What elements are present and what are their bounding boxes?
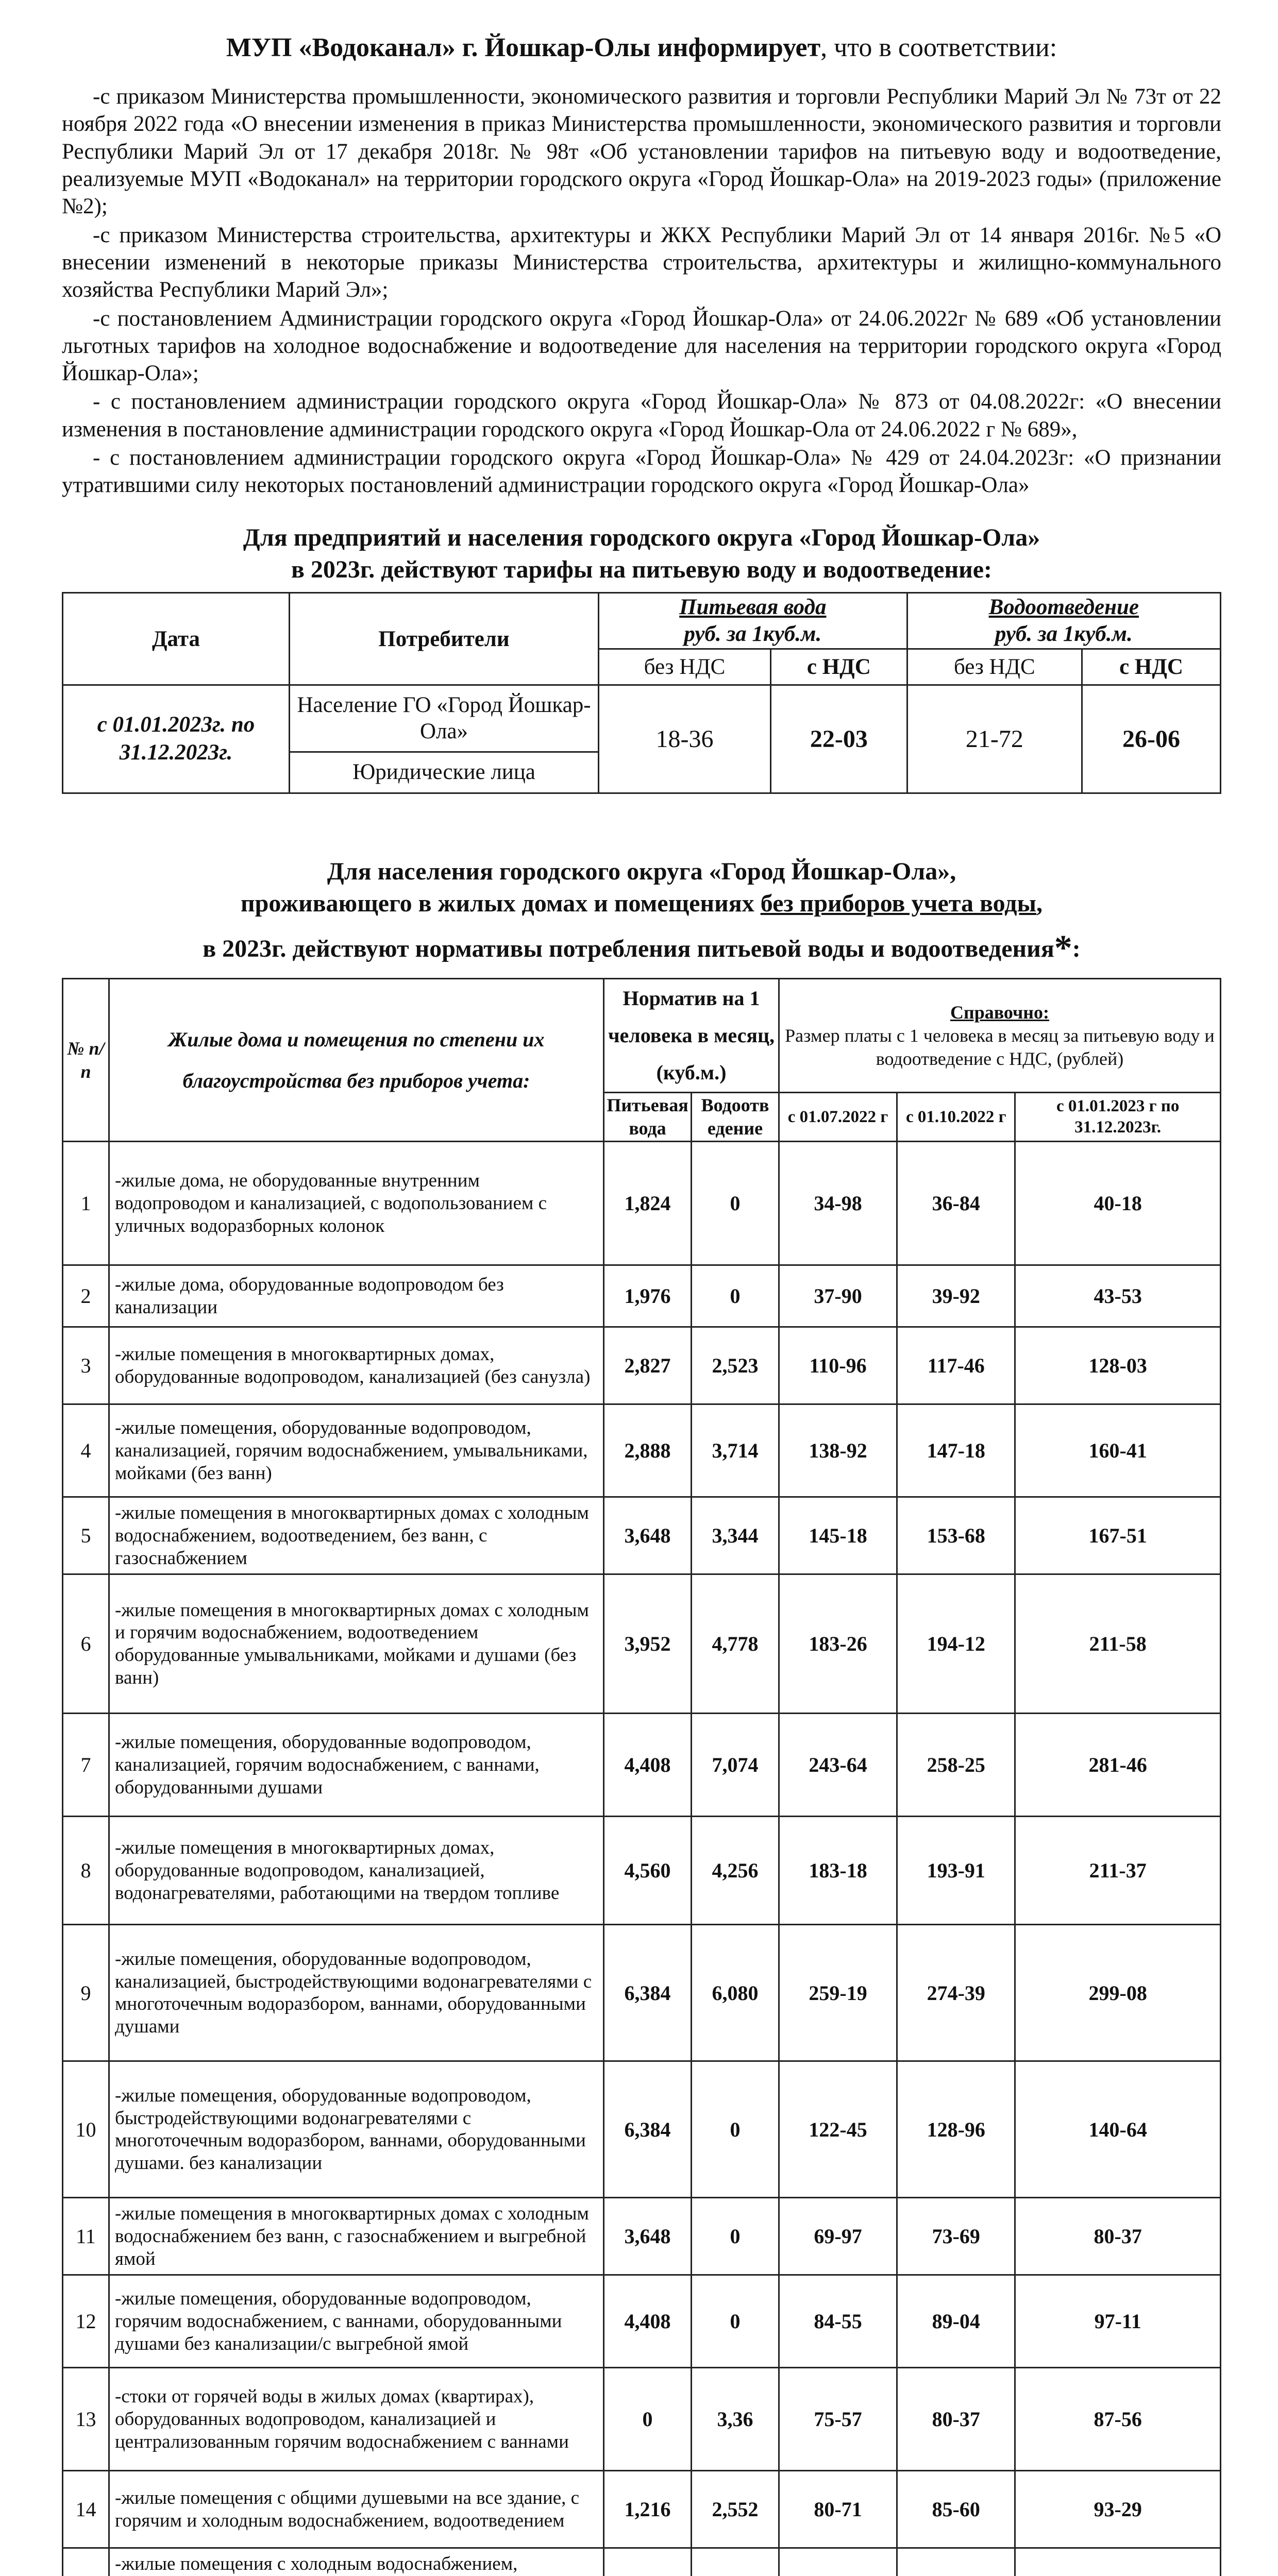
table-row (63, 2275, 1221, 2368)
row-price-3: 211-37 (1015, 1817, 1221, 1925)
row-description: -жилые помещения с холодным водоснабжением, (109, 2548, 604, 2576)
row-price-2: 193-91 (897, 1817, 1015, 1925)
row-number: 13 (63, 2368, 109, 2471)
intro-paragraph: -с приказом Министерства строительства, архитектуры и ЖКХ Республики Марий Эл от 14 января 2016г. №5 «О внесении изменений в некоторые приказы Министерства строительства, архитектуры и жилищно-коммунального хозяйства Республики Марий Эл»; (62, 223, 1221, 302)
row-price-3: 80-37 (1015, 2198, 1221, 2275)
row-price-1: 84-55 (779, 2275, 897, 2368)
row-number: 10 (63, 2061, 109, 2198)
row-description: -жилые помещения, оборудованные водопроводом, канализацией, горячим водоснабжением, умывальниками, мойками (без ванн) (109, 1404, 604, 1497)
tariffs-title-line: в 2023г. действуют тарифы на питьевую воду и водоотведение: (291, 556, 993, 584)
row-price-3: 167-51 (1015, 1497, 1221, 1574)
consumer-population: Население ГО «Город Йошкар-Ола» (290, 685, 599, 752)
row-price-3: 43-53 (1015, 1265, 1221, 1327)
row-water-norm: 2,888 (604, 1404, 692, 1497)
row-sewage-norm: 6,080 (692, 1925, 779, 2061)
col-date1-header: с 01.07.2022 г (779, 1093, 897, 1142)
sewage-price-vat: 26-06 (1082, 685, 1221, 793)
col-ref-header (779, 979, 1221, 1093)
table-row (63, 2368, 1221, 2471)
row-price-2: 39-92 (897, 1265, 1015, 1327)
norms-title-line (62, 925, 1221, 972)
sewage-header (907, 593, 1220, 649)
row-price-3: 93-29 (1015, 2471, 1221, 2548)
row-water-norm: 4,560 (604, 1817, 692, 1925)
row-price-1: 34-98 (779, 1142, 897, 1265)
drinking-water-label: Питьевая вода (679, 595, 827, 620)
row-price-2: 117-46 (897, 1327, 1015, 1404)
row-water-norm: 1,976 (604, 1265, 692, 1327)
norms-title-part: в 2023г. действуют нормативы потребления питьевой воды и водоотведения (203, 935, 1054, 963)
row-sewage-norm: 0 (692, 2061, 779, 2198)
water-without-vat-header: без НДС (599, 649, 771, 685)
col-sewage-header: Водоотв едение (692, 1093, 779, 1142)
row-number: 3 (63, 1327, 109, 1404)
row-sewage-norm: 0 (692, 2275, 779, 2368)
row-price-2: 80-37 (897, 2368, 1015, 2471)
row-price-1: 122-45 (779, 2061, 897, 2198)
intro-title-rest: , что в соответствии: (820, 33, 1057, 62)
col-num-header: № п/п (63, 979, 109, 1142)
row-water-norm: 6,384 (604, 1925, 692, 2061)
ref-header-text: Размер платы с 1 человека в месяц за питьевую воду и водоотведение с НДС, (рублей) (785, 1025, 1215, 1069)
row-price-3: 97-11 (1015, 2275, 1221, 2368)
intro-paragraph: - с постановлением администрации городского округа «Город Йошкар-Ола» № 873 от 04.08.2022г: «О внесении изменения в постановление администрации городского округа «Город Йошкар-Ола от 24.06.2022 г № 689», (62, 389, 1221, 442)
intro-title-bold: МУП «Водоканал» г. Йошкар-Олы информирует (226, 33, 821, 62)
row-price-3: 281-46 (1015, 1714, 1221, 1817)
row-price-2: 89-04 (897, 2275, 1015, 2368)
row-price-3: 140-64 (1015, 2061, 1221, 2198)
row-price-3: 211-58 (1015, 1574, 1221, 1714)
sewage-with-vat-header: с НДС (1082, 649, 1221, 685)
table-row (63, 2198, 1221, 2275)
row-sewage-norm: 7,074 (692, 1714, 779, 1817)
row-price-2: 194-12 (897, 1574, 1015, 1714)
tariff-period: с 01.01.2023г. по 31.12.2023г. (63, 685, 290, 793)
table-row (63, 2548, 1221, 2576)
row-water-norm: 6,384 (604, 2061, 692, 2198)
row-water-norm: 1,216 (604, 2471, 692, 2548)
row-price-1: 243-64 (779, 1714, 897, 1817)
row-water-norm: 4,408 (604, 2275, 692, 2368)
row-description: -жилые помещения, оборудованные водопроводом, канализацией, горячим водоснабжением, с ваннами, оборудованными душами (109, 1714, 604, 1817)
drinking-water-header (599, 593, 907, 649)
table-row (63, 1574, 1221, 1714)
norms-title-part: : (1072, 935, 1081, 963)
row-price-3 (1015, 2548, 1221, 2576)
tariffs-table (62, 592, 1221, 793)
table-row (63, 1404, 1221, 1497)
row-description: -жилые помещения в многоквартирных домах с холодным и горячим водоснабжением, водоотведением оборудованные умывальниками, мойками и душами (без ванн) (109, 1574, 604, 1714)
sewage-label: Водоотведение (988, 595, 1139, 620)
table-row (63, 1142, 1221, 1265)
consumer-legal-entities: Юридические лица (290, 752, 599, 793)
row-price-1: 145-18 (779, 1497, 897, 1574)
table-row (63, 1817, 1221, 1925)
sewage-price-no-vat: 21-72 (907, 685, 1082, 793)
table-row (63, 1327, 1221, 1404)
norms-title (62, 856, 1221, 972)
norms-table-body (63, 1142, 1221, 2576)
row-number: 8 (63, 1817, 109, 1925)
tariffs-title-line: Для предприятий и населения городского округа «Город Йошкар-Ола» (243, 523, 1040, 551)
row-description: -стоки от горячей воды в жилых домах (квартирах), оборудованных водопроводом, канализацией и централизованным горячим водоснабжением с ваннами (109, 2368, 604, 2471)
row-price-1: 80-71 (779, 2471, 897, 2548)
table-row (63, 1497, 1221, 1574)
ref-header-label: Справочно: (950, 1002, 1050, 1023)
row-number: 5 (63, 1497, 109, 1574)
col-date-header: Дата (63, 593, 290, 685)
row-price-3: 128-03 (1015, 1327, 1221, 1404)
row-sewage-norm: 0 (692, 1142, 779, 1265)
row-price-1: 37-90 (779, 1265, 897, 1327)
row-price-1 (779, 2548, 897, 2576)
row-sewage-norm: 4,778 (692, 1574, 779, 1714)
row-description: -жилые помещения, оборудованные водопроводом, быстродействующими водонагревателями с многоточечным водоразбором, ваннами, оборудованными душами. без канализации (109, 2061, 604, 2198)
row-price-2: 258-25 (897, 1714, 1015, 1817)
row-number (63, 2548, 109, 2576)
row-price-1: 183-18 (779, 1817, 897, 1925)
row-description: -жилые помещения с общими душевыми на все здание, с горячим и холодным водоснабжением, водоотведением (109, 2471, 604, 2548)
row-sewage-norm: 3,344 (692, 1497, 779, 1574)
intro-title (62, 31, 1221, 64)
sewage-unit: руб. за 1куб.м. (995, 622, 1133, 647)
col-date2-header: с 01.10.2022 г (897, 1093, 1015, 1142)
norms-title-underlined: без приборов учета воды (760, 890, 1036, 918)
table-row (63, 1925, 1221, 2061)
col-water-header: Питьевая вода (604, 1093, 692, 1142)
row-number: 6 (63, 1574, 109, 1714)
water-price-no-vat: 18-36 (599, 685, 771, 793)
col-consumers-header: Потребители (290, 593, 599, 685)
row-water-norm: 3,648 (604, 1497, 692, 1574)
row-sewage-norm: 3,714 (692, 1404, 779, 1497)
row-number: 11 (63, 2198, 109, 2275)
row-price-2: 153-68 (897, 1497, 1015, 1574)
row-description: -жилые помещения, оборудованные водопроводом, горячим водоснабжением, с ваннами, оборудованными душами без канализации/с выгребной ямой (109, 2275, 604, 2368)
row-description: -жилые дома, оборудованные водопроводом без канализации (109, 1265, 604, 1327)
row-price-2: 274-39 (897, 1925, 1015, 2061)
row-description: -жилые помещения в многоквартирных домах с холодным водоснабжением, водоотведением, без ванн, с газоснабжением (109, 1497, 604, 1574)
row-price-3: 40-18 (1015, 1142, 1221, 1265)
row-water-norm: 0 (604, 2368, 692, 2471)
row-description: -жилые дома, не оборудованные внутренним водопроводом и канализацией, с водопользованием с уличных водоразборных колонок (109, 1142, 604, 1265)
row-water-norm: 4,408 (604, 1714, 692, 1817)
row-number: 1 (63, 1142, 109, 1265)
water-with-vat-header: с НДС (771, 649, 907, 685)
row-price-1: 75-57 (779, 2368, 897, 2471)
row-price-3: 160-41 (1015, 1404, 1221, 1497)
row-number: 9 (63, 1925, 109, 2061)
table-row (63, 2471, 1221, 2548)
row-sewage-norm (692, 2548, 779, 2576)
row-number: 7 (63, 1714, 109, 1817)
row-sewage-norm: 0 (692, 2198, 779, 2275)
col-desc-header: Жилые дома и помещения по степени их благоустройства без приборов учета: (109, 979, 604, 1142)
row-sewage-norm: 2,552 (692, 2471, 779, 2548)
norms-title-line (62, 888, 1221, 920)
row-sewage-norm: 4,256 (692, 1817, 779, 1925)
row-price-2: 147-18 (897, 1404, 1015, 1497)
row-price-1: 69-97 (779, 2198, 897, 2275)
row-number: 14 (63, 2471, 109, 2548)
row-sewage-norm: 3,36 (692, 2368, 779, 2471)
norms-title-line: Для населения городского округа «Город Йошкар-Ола», (327, 857, 956, 885)
col-date3-header: с 01.01.2023 г по 31.12.2023г. (1015, 1093, 1221, 1142)
row-description: -жилые помещения в многоквартирных домах с холодным водоснабжением без ванн, с газоснабжением и выгребной ямой (109, 2198, 604, 2275)
intro-paragraph: - с постановлением администрации городского округа «Город Йошкар-Ола» № 429 от 24.04.2023г: «О признании утратившими силу некоторых постановлений администрации городского округа «Город Йошкар-Ола» (62, 446, 1221, 498)
row-price-3: 87-56 (1015, 2368, 1221, 2471)
row-price-1: 259-19 (779, 1925, 897, 2061)
row-water-norm (604, 2548, 692, 2576)
row-price-2: 73-69 (897, 2198, 1015, 2275)
row-description: -жилые помещения в многоквартирных домах, оборудованные водопроводом, канализацией (без санузла) (109, 1327, 604, 1404)
row-sewage-norm: 2,523 (692, 1327, 779, 1404)
row-water-norm: 2,827 (604, 1327, 692, 1404)
tariffs-title (62, 522, 1221, 586)
row-price-3: 299-08 (1015, 1925, 1221, 2061)
row-number: 2 (63, 1265, 109, 1327)
row-price-1: 138-92 (779, 1404, 897, 1497)
row-price-2 (897, 2548, 1015, 2576)
intro-paragraph: -с постановлением Администрации городского округа «Город Йошкар-Ола» от 24.06.2022г № 689 «Об установлении льготных тарифов на холодное водоснабжение и водоотведение для населения на территории городского округа «Город Йошкар-Ола»; (62, 306, 1221, 386)
water-price-vat: 22-03 (771, 685, 907, 793)
sewage-without-vat-header: без НДС (907, 649, 1082, 685)
row-price-2: 85-60 (897, 2471, 1015, 2548)
row-price-1: 183-26 (779, 1574, 897, 1714)
table-row (63, 1714, 1221, 1817)
intro-paragraph: -с приказом Министерства промышленности, экономического развития и торговли Республики Марий Эл № 73т от 22 ноября 2022 года «О внесении изменения в приказ Министерства промышленности, экономического развития и торговли Республики Марий Эл от 17 декабря 2018г. № 98т «Об установлении тарифов на питьевую воду и водоотведение, реализуемые МУП «Водоканал» на территории городского округа «Город Йошкар-Ола» на 2019-2023 годы» (приложение №2); (62, 84, 1221, 219)
row-number: 4 (63, 1404, 109, 1497)
row-water-norm: 3,952 (604, 1574, 692, 1714)
footnote-star: * (1054, 928, 1072, 969)
drinking-water-unit: руб. за 1куб.м. (684, 622, 822, 647)
row-number: 12 (63, 2275, 109, 2368)
norms-table (62, 978, 1221, 2576)
row-price-1: 110-96 (779, 1327, 897, 1404)
row-water-norm: 3,648 (604, 2198, 692, 2275)
norms-title-part: проживающего в жилых домах и помещениях (241, 890, 761, 918)
table-row (63, 1265, 1221, 1327)
row-water-norm: 1,824 (604, 1142, 692, 1265)
row-description: -жилые помещения в многоквартирных домах, оборудованные водопроводом, канализацией, водонагревателями, работающими на твердом топливе (109, 1817, 604, 1925)
row-description: -жилые помещения, оборудованные водопроводом, канализацией, быстродействующими водонагревателями с многоточечным водоразбором, ваннами, оборудованными душами (109, 1925, 604, 2061)
row-price-2: 128-96 (897, 2061, 1015, 2198)
row-price-2: 36-84 (897, 1142, 1015, 1265)
col-norm-header: Норматив на 1 человека в месяц, (куб.м.) (604, 979, 779, 1093)
row-sewage-norm: 0 (692, 1265, 779, 1327)
table-row (63, 2061, 1221, 2198)
norms-title-part: , (1036, 890, 1042, 918)
